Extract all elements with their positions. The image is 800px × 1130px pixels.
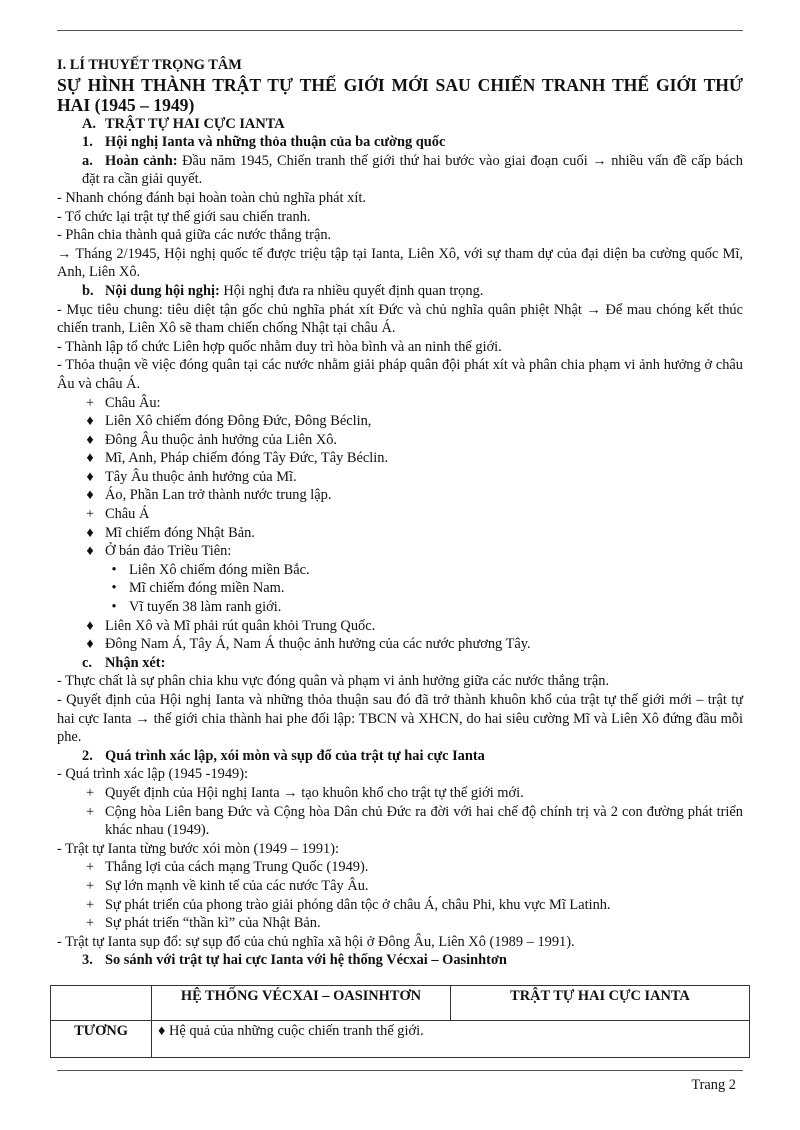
- asia-label-row: [57, 505, 743, 524]
- europe-label-row: [57, 394, 743, 413]
- heading-2: [57, 747, 743, 766]
- main-title: SỰ HÌNH THÀNH TRẬT TỰ THẾ GIỚI MỚI SAU CHIẾN TRANH THẾ GIỚI THỨ HAI (1945 – 1949): [57, 74, 743, 115]
- sub-a-label: Hoàn cảnh:: [105, 152, 178, 169]
- page-number: Trang 2: [691, 1077, 736, 1093]
- asia-item: [57, 635, 743, 654]
- asia-label: Châu Á: [105, 506, 150, 523]
- europe-item-text: Mĩ, Anh, Pháp chiếm đóng Tây Đức, Tây Béclin.: [105, 450, 389, 467]
- footer-rule: [57, 1070, 743, 1071]
- diamond-bullet-icon: ♦: [86, 543, 94, 560]
- heading-2-marker: 2.: [82, 747, 93, 764]
- plus-marker: +: [85, 896, 95, 913]
- table-row: [51, 1021, 750, 1058]
- heading-1: [57, 133, 743, 152]
- diamond-bullet-icon: ♦: [86, 450, 94, 467]
- korea-item: [57, 579, 743, 598]
- plus-marker: +: [85, 877, 95, 894]
- erode-item-text: Sự phát triển của phong trào giải phóng dân tộc ở châu Á, châu Phi, khu vực Mĩ Latinh.: [105, 896, 611, 913]
- diamond-bullet-icon: ♦: [86, 617, 94, 634]
- korea-item: [57, 561, 743, 580]
- context-paragraph: [57, 152, 743, 189]
- sub-b-marker: b.: [82, 282, 94, 299]
- erode-item-text: Sự lớn mạnh về kinh tế của các nước Tây Âu.: [105, 877, 369, 894]
- establish-item-text: Cộng hòa Liên bang Đức và Cộng hòa Dân chủ Đức ra đời với hai chế độ chính trị và 2 con đường phát triển khác nhau (1949).: [105, 803, 743, 839]
- context-item: - Phân chia thành quả giữa các nước thắng trận.: [57, 227, 332, 244]
- asia-item: [57, 617, 743, 636]
- korea-item-text: Mĩ chiếm đóng miền Nam.: [129, 580, 285, 597]
- europe-item: [57, 449, 743, 468]
- remarks-heading: [57, 654, 743, 673]
- establish-item-text: Quyết định của Hội nghị Ianta → tạo khuôn khổ cho trật tự thế giới mới.: [105, 784, 524, 801]
- diamond-bullet-icon: ♦: [86, 413, 94, 430]
- sub-c-label: Nhận xét:: [105, 654, 166, 671]
- table-header-cell: HỆ THỐNG VÉCXAI – OASINHTƠN: [152, 986, 451, 1021]
- plus-marker: +: [85, 506, 95, 523]
- part-a-heading: [57, 115, 743, 134]
- diamond-bullet-icon: ♦: [86, 431, 94, 448]
- erode-item-text: Sự phát triển “thần kì” của Nhật Bản.: [105, 915, 321, 932]
- asia-item-text: Liên Xô và Mĩ phải rút quân khỏi Trung Quốc.: [105, 617, 376, 634]
- dot-bullet-icon: •: [111, 599, 117, 616]
- heading-3-marker: 3.: [82, 952, 93, 969]
- europe-item-text: Liên Xô chiếm đóng Đông Đức, Đông Béclin,: [105, 413, 372, 430]
- korea-item-text: Liên Xô chiếm đóng miền Bắc.: [129, 561, 310, 578]
- collapse-text: - Trật tự Ianta sụp đổ: sự sụp đổ của chủ nghĩa xã hội ở Đông Âu, Liên Xô (1989 – 1991).: [57, 933, 575, 950]
- establish-item: [57, 784, 743, 803]
- remark-item: - Quyết định của Hội nghị Ianta và những thỏa thuận sau đó đã trở thành khuôn khổ của trật tự thế giới mới – trật tự hai cực Ianta → thế giới chia thành hai phe đối lập: TBCN và XHCN, do hai siêu cường Mĩ và Liên Xô đứng đầu mỗi phe.: [57, 692, 743, 746]
- europe-item-text: Tây Âu thuộc ảnh hưởng của Mĩ.: [105, 468, 297, 485]
- table-cell: ♦ Hệ quả của những cuộc chiến tranh thế giới.: [152, 1021, 750, 1058]
- header-rule: [57, 30, 743, 31]
- asia-item-text: Đông Nam Á, Tây Á, Nam Á thuộc ảnh hưởng của các nước phương Tây.: [105, 636, 531, 653]
- erode-item: [57, 858, 743, 877]
- plus-marker: +: [85, 394, 95, 411]
- remark-item: - Thực chất là sự phân chia khu vực đóng quân và phạm vi ảnh hưởng giữa các nước thắng trận.: [57, 673, 610, 690]
- table-header-row: [51, 986, 750, 1021]
- content-paragraph: [57, 282, 743, 301]
- context-item: - Nhanh chóng đánh bại hoàn toàn chủ nghĩa phát xít.: [57, 189, 366, 206]
- heading-1-marker: 1.: [82, 134, 93, 151]
- sub-c-marker: c.: [82, 654, 92, 671]
- europe-item-text: Áo, Phần Lan trở thành nước trung lập.: [105, 487, 332, 504]
- erode-item: [57, 914, 743, 933]
- heading-3: [57, 951, 743, 970]
- asia-item-text: Mĩ chiếm đóng Nhật Bản.: [105, 524, 255, 541]
- context-item: - Tổ chức lại trật tự thế giới sau chiến tranh.: [57, 208, 311, 225]
- asia-item: [57, 542, 743, 561]
- plus-marker: +: [85, 915, 95, 932]
- dot-bullet-icon: •: [111, 561, 117, 578]
- content-item: - Mục tiêu chung: tiêu diệt tận gốc chủ nghĩa phát xít Đức và chủ nghĩa quân phiệt Nhật → Để mau chóng kết thúc chiến tranh, Liên Xô sẽ tham chiến chống Nhật tại châu Á.: [57, 301, 743, 337]
- heading-1-text: Hội nghị Ianta và những thỏa thuận của ba cường quốc: [105, 134, 446, 151]
- asia-item: [57, 524, 743, 543]
- europe-label: Châu Âu:: [105, 394, 161, 411]
- sub-b-text: Hội nghị đưa ra nhiều quyết định quan trọng.: [219, 282, 484, 299]
- europe-item: [57, 486, 743, 505]
- europe-item-text: Đông Âu thuộc ảnh hưởng của Liên Xô.: [105, 431, 338, 448]
- table-header-cell: [51, 986, 152, 1021]
- europe-item: [57, 431, 743, 450]
- table-header-cell: TRẬT TỰ HAI CỰC IANTA: [451, 986, 750, 1021]
- heading-3-text: So sánh với trật tự hai cực Ianta với hệ thống Vécxai – Oasinhtơn: [105, 952, 507, 969]
- europe-item: [57, 412, 743, 431]
- asia-item-text: Ở bán đảo Triều Tiên:: [105, 543, 232, 560]
- section-title: I. LÍ THUYẾT TRỌNG TÂM: [57, 57, 242, 73]
- erode-item: [57, 877, 743, 896]
- page-content: [57, 56, 743, 970]
- content-item: - Thành lập tổ chức Liên hợp quốc nhằm duy trì hòa bình và an ninh thế giới.: [57, 338, 502, 355]
- context-result: → Tháng 2/1945, Hội nghị quốc tế được triệu tập tại Ianta, Liên Xô, với sự tham dự của đại diện ba cường quốc Mĩ, Anh, Liên Xô.: [57, 245, 743, 281]
- erode-label: - Trật tự Ianta từng bước xói mòn (1949 – 1991):: [57, 840, 340, 857]
- sub-a-text: Đầu năm 1945, Chiến tranh thế giới thứ hai bước vào giai đoạn cuối → nhiều vấn đề cấp bách đặt ra cần giải quyết.: [82, 152, 743, 188]
- korea-item-text: Vĩ tuyến 38 làm ranh giới.: [129, 599, 282, 616]
- sub-b-label: Nội dung hội nghị:: [105, 282, 220, 299]
- comparison-table: [50, 985, 750, 1058]
- establish-item: [57, 803, 743, 840]
- heading-2-text: Quá trình xác lập, xói mòn và sụp đổ của trật tự hai cực Ianta: [105, 747, 485, 764]
- plus-marker: +: [85, 784, 95, 801]
- establish-label: - Quá trình xác lập (1945 -1949):: [57, 766, 249, 783]
- diamond-bullet-icon: ♦: [86, 524, 94, 541]
- table-row-label: TƯƠNG: [51, 1021, 152, 1058]
- korea-item: [57, 598, 743, 617]
- plus-marker: +: [85, 803, 95, 820]
- diamond-bullet-icon: ♦: [86, 487, 94, 504]
- sub-a-marker: a.: [82, 152, 93, 169]
- dot-bullet-icon: •: [111, 580, 117, 597]
- part-a-marker: A.: [82, 115, 96, 132]
- plus-marker: +: [85, 859, 95, 876]
- diamond-bullet-icon: ♦: [86, 636, 94, 653]
- content-item: - Thỏa thuận về việc đóng quân tại các nước nhằm giải pháp quân đội phát xít và phân chia phạm vi ảnh hưởng ở châu Âu và châu Á.: [57, 357, 743, 392]
- diamond-bullet-icon: ♦: [86, 468, 94, 485]
- erode-item-text: Thắng lợi của cách mạng Trung Quốc (1949).: [105, 859, 369, 876]
- part-a-text: TRẬT TỰ HAI CỰC IANTA: [105, 115, 285, 132]
- europe-item: [57, 468, 743, 487]
- erode-item: [57, 896, 743, 915]
